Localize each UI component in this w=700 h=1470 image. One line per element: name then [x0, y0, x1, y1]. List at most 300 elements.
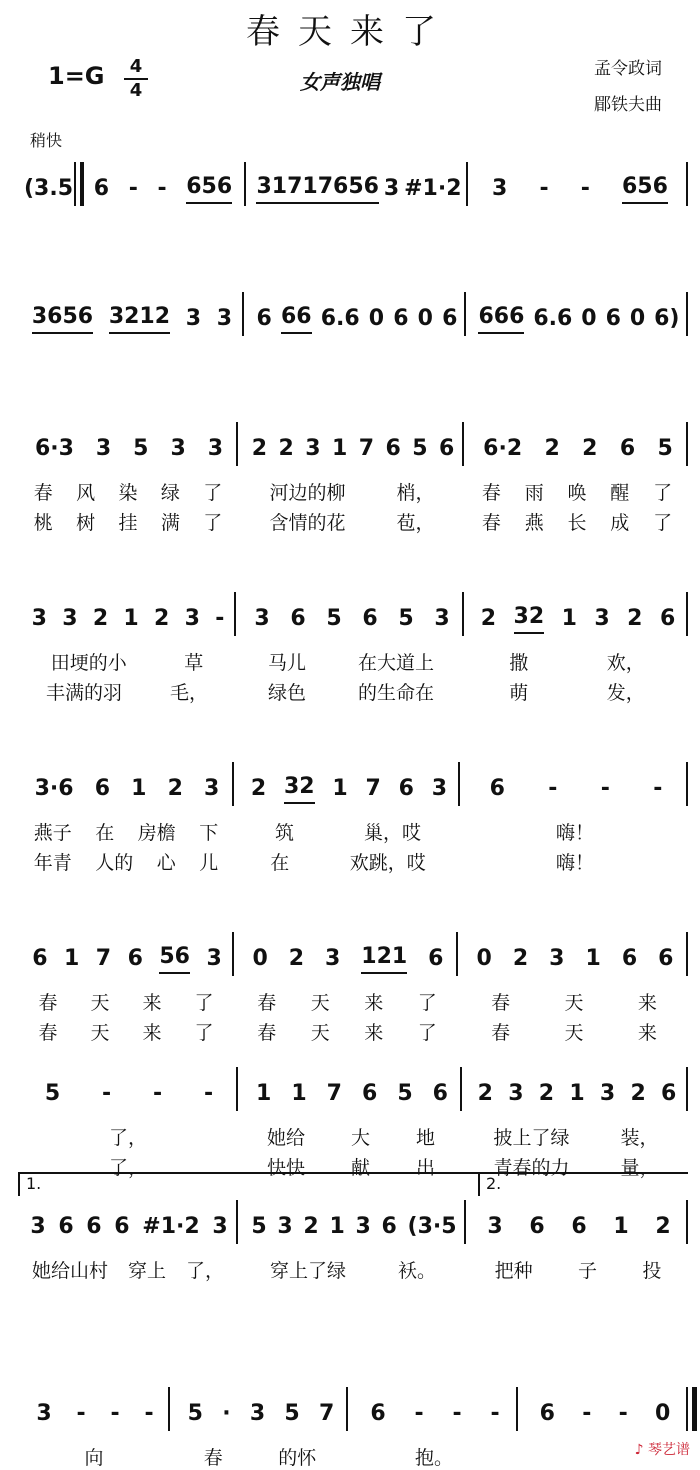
song-title: 春天来了: [246, 12, 454, 52]
lyric-segment: [354, 1443, 514, 1470]
lyric-segment: [244, 1123, 458, 1150]
lyric-word: 欢跳，哎: [349, 852, 426, 874]
note: 6.6: [320, 306, 360, 331]
measure: [24, 160, 72, 204]
lyric-word: 来: [637, 1022, 657, 1044]
lyric-word: 嗨！: [555, 852, 594, 874]
lyric-word: 春: [481, 512, 501, 534]
note: 6: [256, 306, 272, 331]
lyric-line: [0, 1256, 700, 1282]
lyric-word: 量，: [620, 1157, 659, 1179]
measure: [24, 1198, 234, 1242]
tempo-marking: 稍快: [30, 131, 63, 150]
lyric-line: [0, 1018, 700, 1044]
note: 0: [368, 306, 385, 331]
lyric-segment: [468, 1123, 684, 1150]
note: 3656: [32, 304, 93, 334]
lyric-word: 发，: [606, 682, 645, 704]
barline: [462, 592, 464, 636]
lyric-word: 来: [637, 992, 657, 1014]
note: -: [203, 1081, 214, 1106]
note: 2: [655, 1214, 671, 1239]
note: 6: [442, 306, 458, 331]
barline: [458, 762, 460, 806]
lyric-word: 在: [95, 822, 115, 844]
note: 3·6: [34, 776, 74, 801]
lyric-word: 长: [567, 512, 587, 534]
lyric-word: 儿: [199, 852, 219, 874]
note: 1: [256, 1081, 272, 1106]
note: 3: [170, 436, 186, 461]
lyric-word: 地: [415, 1127, 435, 1149]
lyric-word: 人的: [95, 852, 134, 874]
lyric-word: 子: [577, 1260, 597, 1282]
note: -: [157, 176, 167, 201]
note: 6: [114, 1214, 130, 1239]
lyric-word: 心: [156, 852, 176, 874]
lyric-word: 风: [76, 482, 96, 504]
lyric-word: 丰满的羽: [45, 682, 122, 704]
measure: [24, 420, 234, 464]
note: 5: [398, 606, 414, 631]
note: 7: [358, 436, 375, 461]
lyric-word: 了，: [108, 1127, 147, 1149]
note: -: [653, 776, 663, 801]
lyric-word: 春: [257, 992, 277, 1014]
note: 3: [30, 1214, 46, 1239]
note: ·: [222, 1401, 231, 1426]
barline: [232, 932, 234, 976]
note: 3: [216, 306, 233, 331]
note: 5: [133, 436, 149, 461]
note: 5: [397, 1081, 413, 1106]
lyric-word: 成: [610, 512, 630, 534]
lyric-segment: [22, 1256, 234, 1283]
measure: [244, 590, 460, 634]
note: 6.6: [533, 306, 573, 331]
lyric-word: 房檐: [137, 822, 176, 844]
note: 6·3: [34, 436, 74, 461]
note: 6: [127, 946, 143, 971]
note: 2: [278, 436, 294, 461]
lyric-segment: [470, 648, 684, 675]
note: 6: [621, 946, 638, 971]
note: -: [490, 1401, 500, 1426]
note: -: [539, 176, 549, 201]
note: 6: [529, 1214, 545, 1239]
measure: [24, 930, 230, 974]
note: 6: [438, 436, 455, 461]
note: 3: [254, 606, 270, 631]
lyric-line: [0, 1123, 700, 1149]
note: 6: [661, 1081, 677, 1106]
note: 0: [629, 306, 646, 331]
note: 3: [355, 1214, 371, 1239]
note: 656: [186, 174, 232, 204]
lyric-segment: [470, 508, 684, 535]
note: 2: [627, 606, 643, 631]
lyric-line: [0, 1443, 700, 1469]
note: 6: [605, 306, 621, 331]
lyric-word: 来: [364, 1022, 384, 1044]
lyric-word: 梢，: [396, 482, 435, 504]
measure: [526, 1385, 684, 1429]
lyric-segment: [22, 648, 232, 675]
lyric-word: 春: [481, 482, 501, 504]
lyric-line: [0, 678, 700, 704]
note: 3: [508, 1081, 524, 1106]
note: 6: [290, 606, 306, 631]
barline: [236, 1200, 238, 1244]
watermark-text: 琴艺谱: [648, 1442, 690, 1458]
time-signature-bottom: 4: [129, 80, 143, 101]
barline: [466, 162, 468, 206]
note: -: [618, 1401, 628, 1426]
lyric-word: 马儿: [267, 652, 306, 674]
barline: [460, 1067, 462, 1111]
note: #1·2: [142, 1214, 200, 1239]
note: 1: [291, 1081, 307, 1106]
barline: [236, 1067, 238, 1111]
performance-type: 女声独唱: [300, 70, 380, 94]
lyric-word: 向: [84, 1447, 104, 1469]
note: 3: [31, 606, 47, 631]
note: 1: [569, 1081, 585, 1106]
note: 6·2: [483, 436, 523, 461]
measure: [24, 760, 230, 804]
lyric-word: 燕子: [33, 822, 72, 844]
note: 2: [538, 1081, 555, 1106]
note: 2: [582, 436, 598, 461]
lyric-word: 来: [142, 992, 162, 1014]
note: 1: [561, 606, 577, 631]
note: 6: [398, 776, 414, 801]
note: 6: [659, 606, 676, 631]
lyric-word: 快快: [266, 1157, 305, 1179]
lyric-line: [0, 818, 700, 844]
note: 56: [159, 944, 190, 974]
lyric-segment: [244, 1256, 462, 1283]
lyric-word: 满: [160, 512, 180, 534]
lyric-word: 穿上了绿: [269, 1260, 346, 1282]
note: 1: [332, 776, 348, 801]
lyric-segment: [240, 988, 454, 1015]
barline: [232, 762, 234, 806]
barline: [464, 1200, 466, 1244]
note: -: [128, 176, 138, 201]
note: 2: [512, 946, 529, 971]
note: 3: [594, 606, 610, 631]
lyric-word: 染: [118, 482, 138, 504]
note: -: [452, 1401, 462, 1426]
key-signature: 1=G: [48, 62, 105, 90]
note: 2: [544, 436, 560, 461]
note: 3: [549, 946, 565, 971]
lyric-word: 了: [653, 512, 673, 534]
lyric-word: 她给: [266, 1127, 305, 1149]
lyric-segment: [472, 1256, 684, 1283]
lyric-word: 雨: [524, 482, 544, 504]
note: 32: [284, 774, 315, 804]
note: 1: [585, 946, 601, 971]
note: 6: [658, 946, 674, 971]
note: 3: [95, 436, 112, 461]
lyric-word: 抱。: [414, 1447, 453, 1469]
note: 1: [329, 1214, 345, 1239]
lyric-segment: [242, 678, 460, 705]
lyric-word: 挂: [118, 512, 138, 534]
measure: [84, 160, 242, 204]
lyric-word: 了，: [108, 1157, 147, 1179]
note: (3·5: [407, 1214, 457, 1239]
lyric-word: 把种: [494, 1260, 533, 1282]
note: 6: [58, 1214, 74, 1239]
note: 3: [383, 176, 400, 201]
lyric-word: 春: [257, 1022, 277, 1044]
lyric-segment: [22, 1443, 166, 1470]
note: 2: [251, 436, 268, 461]
note: 0: [417, 306, 433, 331]
note: 3: [487, 1214, 503, 1239]
lyric-segment: [466, 848, 684, 875]
note: 1: [123, 606, 139, 631]
lyric-word: 穿上: [127, 1260, 166, 1282]
note: 656: [622, 174, 668, 204]
measure: [470, 1065, 684, 1109]
measure: [474, 1198, 684, 1242]
watermark-icon: ♪: [634, 1442, 644, 1458]
barline: [456, 932, 458, 976]
lyric-word: 了: [203, 512, 223, 534]
lyric-word: 袄。: [397, 1260, 436, 1282]
lyric-word: 青春的力: [493, 1157, 570, 1179]
barline: [168, 1387, 170, 1431]
note: 0: [476, 946, 492, 971]
note: #1·2: [404, 176, 462, 201]
lyric-word: 的怀: [278, 1447, 317, 1469]
barline: [686, 162, 688, 206]
lyric-word: 桃: [33, 512, 53, 534]
lyric-word: 来: [364, 992, 384, 1014]
measure: [24, 1065, 234, 1109]
measure: [472, 590, 684, 634]
lyric-segment: [240, 1018, 454, 1045]
note: 6: [571, 1214, 587, 1239]
barline: [686, 932, 688, 976]
note: 2: [154, 606, 170, 631]
lyric-word: 撒: [509, 652, 529, 674]
note: 6: [393, 306, 409, 331]
measure: [472, 420, 684, 464]
watermark-logo: [635, 1439, 690, 1459]
lyric-word: 在: [270, 852, 290, 874]
barline: [242, 292, 244, 336]
note: 3: [277, 1214, 293, 1239]
lyric-word: 了: [417, 992, 437, 1014]
lyric-segment: [244, 508, 460, 535]
lyric-segment: [22, 988, 230, 1015]
lyric-word: 出: [415, 1157, 435, 1179]
note: 1: [331, 436, 348, 461]
note: -: [110, 1401, 120, 1426]
note: 5: [284, 1401, 300, 1426]
note: 5: [44, 1081, 61, 1106]
barline: [686, 1200, 688, 1244]
note: 5: [326, 606, 342, 631]
lyric-segment: [470, 478, 684, 505]
barline: [686, 292, 688, 336]
lyric-word: 在大道上: [357, 652, 434, 674]
note: -: [152, 1081, 163, 1106]
note: 2: [288, 946, 305, 971]
note: 2: [477, 1081, 493, 1106]
note: 3: [62, 606, 78, 631]
note: 1: [64, 946, 80, 971]
lyric-word: 醒: [610, 482, 630, 504]
time-signature: [124, 58, 148, 100]
barline: [236, 422, 238, 466]
note: 2: [480, 606, 497, 631]
lyric-word: 春: [33, 482, 53, 504]
note: 2: [167, 776, 183, 801]
note: 2: [630, 1081, 646, 1106]
lyric-line: [0, 648, 700, 674]
lyric-line: [0, 508, 700, 534]
lyric-word: 天: [90, 1022, 110, 1044]
lyric-word: 春: [491, 1022, 511, 1044]
note: 3: [492, 176, 508, 201]
note: 3: [184, 606, 200, 631]
lyric-segment: [464, 988, 684, 1015]
lyricist-credit: 孟令政词: [594, 59, 662, 79]
measure: [254, 160, 464, 204]
note: -: [600, 776, 610, 801]
note: 3: [305, 436, 321, 461]
measure: [242, 760, 456, 804]
note: -: [580, 176, 590, 201]
note: 3: [249, 1401, 266, 1426]
lyric-word: 了: [653, 482, 673, 504]
lyric-word: 来: [142, 1022, 162, 1044]
lyric-word: 天: [564, 992, 584, 1014]
note: 6: [86, 1214, 102, 1239]
lyric-word: 了: [417, 1022, 437, 1044]
note: 6: [93, 176, 110, 201]
note: 6: [361, 1081, 378, 1106]
lyric-segment: [22, 848, 230, 875]
measure: [476, 160, 684, 204]
note: 6: [381, 1214, 397, 1239]
measure: [24, 1385, 166, 1429]
barline: [686, 1387, 697, 1431]
lyric-line: [0, 478, 700, 504]
measure: [252, 290, 462, 334]
note: 3: [185, 306, 202, 331]
lyric-word: 了: [194, 1022, 214, 1044]
measure: [468, 760, 684, 804]
note: 2: [250, 776, 267, 801]
barline: [686, 422, 688, 466]
measure: [246, 420, 460, 464]
barline: [234, 592, 236, 636]
note: 5: [412, 436, 428, 461]
lyric-segment: [22, 678, 232, 705]
lyric-segment: [240, 848, 456, 875]
lyric-word: 树: [76, 512, 96, 534]
measure: [178, 1385, 344, 1429]
note: -: [76, 1401, 86, 1426]
note: 3: [431, 776, 448, 801]
note: 0: [252, 946, 268, 971]
lyric-word: 的生命在: [357, 682, 434, 704]
note: 6: [32, 946, 48, 971]
lyric-line: [0, 988, 700, 1014]
note: 7: [326, 1081, 342, 1106]
note: 121: [361, 944, 407, 974]
lyric-word: 装，: [620, 1127, 659, 1149]
lyric-word: 唤: [567, 482, 587, 504]
note: 66: [281, 304, 312, 334]
note: 3: [434, 606, 450, 631]
lyric-word: 春: [203, 1447, 223, 1469]
lyric-word: 绿: [160, 482, 180, 504]
note: 6): [654, 306, 680, 331]
note: 7: [365, 776, 381, 801]
note: 1: [613, 1214, 629, 1239]
note: 7: [95, 946, 112, 971]
lyric-word: 田埂的小: [50, 652, 127, 674]
lyric-word: 披上了绿: [493, 1127, 570, 1149]
note: (3.5: [24, 176, 74, 201]
lyric-word: 含情的花: [269, 512, 346, 534]
lyric-segment: [240, 818, 456, 845]
note: 6: [385, 436, 401, 461]
lyric-segment: [466, 818, 684, 845]
lyric-segment: [242, 648, 460, 675]
measure: [24, 590, 232, 634]
lyric-word: 河边的柳: [269, 482, 346, 504]
first-ending-bracket: 1.: [18, 1172, 496, 1196]
lyric-line: [0, 848, 700, 874]
note: 6: [432, 1081, 448, 1106]
note: -: [582, 1401, 592, 1426]
note: 32: [514, 604, 545, 634]
lyric-word: 了，: [185, 1260, 224, 1282]
note: 3: [204, 776, 220, 801]
note: 6: [428, 946, 444, 971]
barline: [516, 1387, 518, 1431]
lyric-segment: [176, 1443, 344, 1470]
barline: [686, 1067, 688, 1111]
lyric-word: 欢，: [606, 652, 645, 674]
lyric-word: 草: [184, 652, 204, 674]
lyric-word: 投: [642, 1260, 662, 1282]
time-signature-top: 4: [129, 56, 143, 77]
note: 2: [303, 1214, 319, 1239]
lyric-word: 绿色: [267, 682, 306, 704]
lyric-word: 春: [38, 1022, 58, 1044]
lyric-word: 大: [350, 1127, 370, 1149]
note: 0: [655, 1401, 671, 1426]
measure: [246, 1065, 458, 1109]
note: 6: [94, 776, 110, 801]
lyric-word: 筑: [274, 822, 294, 844]
second-ending-bracket: 2.: [478, 1172, 688, 1196]
note: 5: [187, 1401, 203, 1426]
lyric-segment: [244, 478, 460, 505]
note: 6: [489, 776, 505, 801]
note: 6: [370, 1401, 386, 1426]
